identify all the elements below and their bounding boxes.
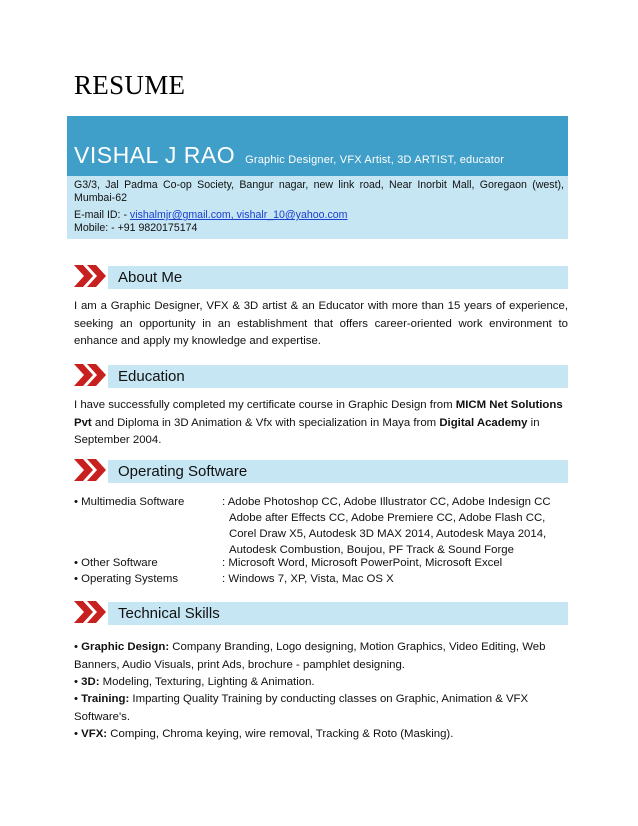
education-academy: Digital Academy [439, 416, 528, 429]
double-chevron-icon [74, 364, 108, 386]
section-heading: About Me [118, 269, 183, 286]
section-about-header [74, 265, 568, 289]
about-text: I am a Graphic Designer, VFX & 3D artist & an Educator with more than 15 years of experience, seeking an opportunity in an establishment that offers career-oriented work environment to enhance and apply my knowledge and expertise. [74, 300, 568, 347]
software-continuation: Autodesk Combustion, Boujou, PF Track & Sound Forge [229, 544, 514, 556]
address: G3/3, Jal Padma Co-op Society, Bangur nagar, new link road, Near Inorbit Mall, Goregaon (west), Mumbai-62 [74, 179, 564, 204]
candidate-subtitle: Graphic Designer, VFX Artist, 3D ARTIST, educator [245, 154, 505, 166]
skill-text: Comping, Chroma keying, wire removal, Tracking & Roto (Masking). [107, 728, 454, 740]
skill-item: • Training: Imparting Quality Training by conducting classes on Graphic, Animation & VFX Software's. [74, 693, 529, 723]
email-links[interactable]: vishalmjr@gmail.com, vishalr_10@yahoo.com [129, 209, 348, 221]
section-skills-header [74, 601, 568, 625]
software-value: : Microsoft Word, Microsoft PowerPoint, Microsoft Excel [222, 557, 503, 569]
software-label: • Other Software [74, 557, 158, 569]
double-chevron-icon [74, 459, 108, 481]
education-text [74, 397, 568, 450]
section-band [108, 266, 568, 289]
skill-label: VFX: [81, 728, 108, 740]
contact-band [67, 176, 568, 239]
candidate-name: VISHAL J RAO [74, 142, 236, 168]
section-band [108, 602, 568, 625]
email-line [74, 209, 348, 221]
skill-label: Training: [81, 693, 130, 705]
skill-label: Graphic Design: [81, 641, 170, 653]
header-block [67, 116, 568, 239]
mobile-line: Mobile: - +91 9820175174 [74, 222, 198, 234]
software-continuation: Adobe after Effects CC, Adobe Premiere CC, Adobe Flash CC, [229, 512, 546, 524]
section-education-header [74, 364, 568, 388]
education-institute: MICM Net Solutions Pvt [74, 399, 563, 429]
double-chevron-icon [74, 601, 108, 623]
education-text-part: in September 2004. [74, 416, 540, 446]
education-text-part: I have successfully completed my certificate course in Graphic Design from [74, 399, 456, 411]
section-band [108, 460, 568, 483]
section-heading: Education [118, 368, 185, 385]
email-label: E-mail ID: - [74, 209, 130, 221]
education-text-part: and Diploma in 3D Animation & Vfx with specialization in Maya from [91, 416, 440, 429]
name-line [74, 142, 504, 169]
skill-item: • 3D: Modeling, Texturing, Lighting & Animation. [74, 676, 315, 688]
section-band [108, 365, 568, 388]
skill-label: 3D: [81, 676, 100, 688]
skill-text: Modeling, Texturing, Lighting & Animation. [99, 676, 315, 688]
document-title: RESUME [74, 70, 186, 100]
skill-item: • VFX: Comping, Chroma keying, wire removal, Tracking & Roto (Masking). [74, 728, 454, 740]
software-label: • Operating Systems [74, 573, 179, 585]
section-software-header [74, 459, 568, 483]
software-value: : Adobe Photoshop CC, Adobe Illustrator CC, Adobe Indesign CC [222, 496, 551, 508]
software-label: • Multimedia Software [74, 496, 185, 508]
double-chevron-icon [74, 265, 108, 287]
software-continuation: Corel Draw X5, Autodesk 3D MAX 2014, Autodesk Maya 2014, [229, 528, 547, 540]
software-value: : Windows 7, XP, Vista, Mac OS X [222, 573, 394, 585]
skill-item: • Graphic Design: Company Branding, Logo designing, Motion Graphics, Video Editing, Web Banners, Audio Visuals, print Ads, brochure - pamphlet designing. [74, 641, 546, 671]
section-heading: Operating Software [118, 463, 248, 480]
section-heading: Technical Skills [118, 605, 220, 622]
skill-text: Imparting Quality Training by conducting classes on Graphic, Animation & VFX Software's. [74, 693, 529, 723]
name-band [67, 116, 568, 176]
skill-text: Company Branding, Logo designing, Motion Graphics, Video Editing, Web Banners, Audio Visuals, print Ads, brochure - pamphlet designing. [74, 641, 546, 671]
